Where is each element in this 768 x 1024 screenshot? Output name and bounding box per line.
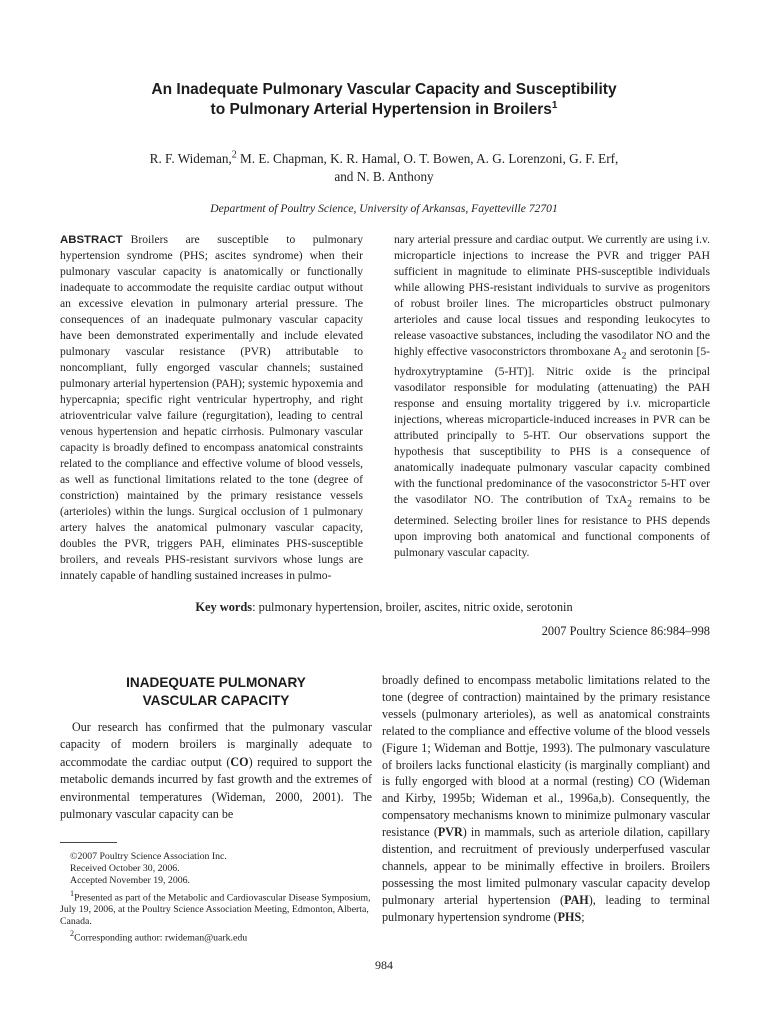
- body-right-column: [382, 672, 710, 926]
- footnote-2-mark: 2: [70, 929, 75, 939]
- body-right-text-c: ), leading to terminal pulmonary hypertension syndrome (: [382, 892, 711, 924]
- body-right-text-b: ) in mammals, such as arteriole dilation, capillary distention, and recruitment of previously underperfused vascular channels, appear to be minimally effective in broilers. Broilers possessing the most limited pulmonary vascular capacity develop pulmonary arterial hypertension (: [382, 825, 711, 907]
- section-heading: [60, 674, 372, 710]
- article-title: [60, 80, 708, 120]
- title-line-1: An Inadequate Pulmonary Vascular Capacity and Susceptibility: [151, 81, 617, 98]
- title-line-2: to Pulmonary Arterial Hypertension in Broilers: [210, 101, 552, 118]
- abbrev-co: CO: [230, 754, 249, 769]
- abstract-right-text-c: remains to be determined. Selecting broiler lines for resistance to PHS depends upon improving both anatomical and functional components of pulmonary vascular capacity.: [394, 493, 710, 559]
- last-author: and N. B. Anthony: [334, 169, 434, 184]
- abstract-heading: ABSTRACT: [60, 234, 123, 246]
- subscript-2: 2: [627, 498, 632, 510]
- footnotes: [60, 851, 372, 945]
- co-authors: M. E. Chapman, K. R. Hamal, O. T. Bowen, A. G. Lorenzoni, G. F. Erf,: [236, 151, 619, 166]
- page-number: 984: [375, 958, 393, 972]
- abstract-left-column: [60, 232, 363, 584]
- body-right-text-a: broadly defined to encompass metabolic limitations related to the tone (degree of contraction) maintained by the primary resistance vessels (pulmonary arterioles), as well as anatomical constraints related to the compliance and effective volume of the blood vessels (Figure 1; Wideman and Bottje, 1993). The pulmonary vasculature of broilers lacks functional elasticity (is marginally compliant) and is fully engorged with blood at a normal (resting) CO (Wideman and Kirby, 1995b; Wideman et al., 1996a,b). Consequently, the compensatory mechanisms known to minimize pulmonary vascular resistance (: [382, 673, 710, 840]
- abbrev-phs: PHS: [557, 909, 582, 924]
- subscript-2: 2: [621, 350, 627, 362]
- keywords-text: : pulmonary hypertension, broiler, ascites, nitric oxide, serotonin: [252, 600, 573, 614]
- section-heading-line-1: INADEQUATE PULMONARY: [126, 675, 306, 690]
- abstract-right-column: [394, 232, 710, 561]
- section-heading-line-2: VASCULAR CAPACITY: [142, 693, 290, 708]
- abbrev-pvr: PVR: [437, 825, 463, 840]
- abstract-right-text-b: and serotonin [5-hydroxytryptamine (5-HT)]. Nitric oxide is the principal vasodilator responsible for modulating (attenuating) the PAH response and ensuing mortality triggered by i.v. microparticle injections, whereas microparticle-induced increases in PVR can be attributed principally to 5-HT. Our observations support the hypothesis that susceptibility to PHS is a consequence of anatomically inadequate pulmonary vascular capacity combined with the functional predominance of the vasoconstrictor 5-HT over the vasodilator NO. The contribution of TxA: [394, 345, 710, 507]
- body-left-text-a: Our research has confirmed that the pulmonary vascular capacity of modern broilers is marginally adequate to accommodate the cardiac output (: [60, 720, 372, 769]
- journal-citation: 2007 Poultry Science 86:984–998: [541, 624, 710, 638]
- abbrev-pah: PAH: [564, 892, 589, 907]
- footnote-1: [60, 888, 372, 929]
- first-author: R. F. Wideman,: [149, 151, 232, 166]
- keywords-label: Key words: [195, 600, 253, 614]
- footnote-2: [60, 928, 372, 944]
- footnote-1-text: Presented as part of the Metabolic and Cardiovascular Disease Symposium, July 19, 2006, at the Poultry Science Association Meeting, Edmonton, Alberta, Canada.: [60, 891, 371, 928]
- body-left-column: [60, 719, 372, 823]
- affiliation: Department of Poultry Science, University of Arkansas, Fayetteville 72701: [210, 202, 558, 215]
- abstract-left-text: Broilers are susceptible to pulmonary hypertension syndrome (PHS; ascites syndrome) when their pulmonary vascular capacity is anatomically or functionally inadequate to accommodate the requisite cardiac output without an excessive elevation in pulmonary arterial pressure. The consequences of an inadequate pulmonary vascular capacity have been demonstrated experimentally and include elevated pulmonary vascular resistance (PVR) attributable to noncompliant, fully engorged vascular channels; sustained pulmonary arterial hypertension (PAH); systemic hypoxemia and hypercapnia; specific right ventricular hypertrophy, and right atrioventricular valve failure (regurgitation), leading to central venous hypertension and hepatic cirrhosis. Pulmonary vascular capacity is broadly defined to encompass anatomical constraints related to the compliance and effective volume of blood vessels, as well as functional limitations related to the tone (degree of constriction) maintained by the primary resistance vessels (arterioles) within the lungs. Surgical occlusion of 1 pulmonary artery halves the anatomical pulmonary vascular capacity, doubles the PVR, triggers PAH, eliminates PHS-susceptible broilers, and reveals PHS-resistant survivors whose lungs are innately capable of handling sustained increases in pulmo-: [60, 233, 363, 582]
- footnote-copyright: ©2007 Poultry Science Association Inc.: [70, 851, 227, 862]
- body-left-text-b: ) required to support the metabolic demands incurred by fast growth and the extremes of environmental temperatures (Wideman, 2000, 2001). The pulmonary vascular capacity can be: [60, 754, 372, 822]
- footnote-1-mark: 1: [70, 888, 75, 898]
- title-footnote-mark: 1: [551, 99, 558, 111]
- body-right-text-d: ;: [581, 909, 585, 924]
- footnote-accepted: Accepted November 19, 2006.: [70, 875, 190, 887]
- footnote-2-text: Corresponding author: rwideman@uark.edu: [74, 932, 248, 944]
- abstract-right-text-a: nary arterial pressure and cardiac output. We currently are using i.v. microparticle injections to increase the PVR and trigger PAH sufficient in magnitude to eliminate PHS-susceptible individuals while allowing PHS-resistant individuals to survive as progenitors of robust broiler lines. The microparticles obstruct pulmonary arterioles and cause local tissues and responding leukocytes to release vasoactive substances, including the vasodilator NO and the highly effective vasoconstrictors thromboxane A: [394, 233, 710, 358]
- keywords: [60, 600, 708, 615]
- footnote-received: Received October 30, 2006.: [70, 863, 180, 875]
- footnote-rule: [60, 842, 117, 843]
- author-list: [60, 150, 708, 186]
- author-footnote-mark: 2: [231, 149, 237, 161]
